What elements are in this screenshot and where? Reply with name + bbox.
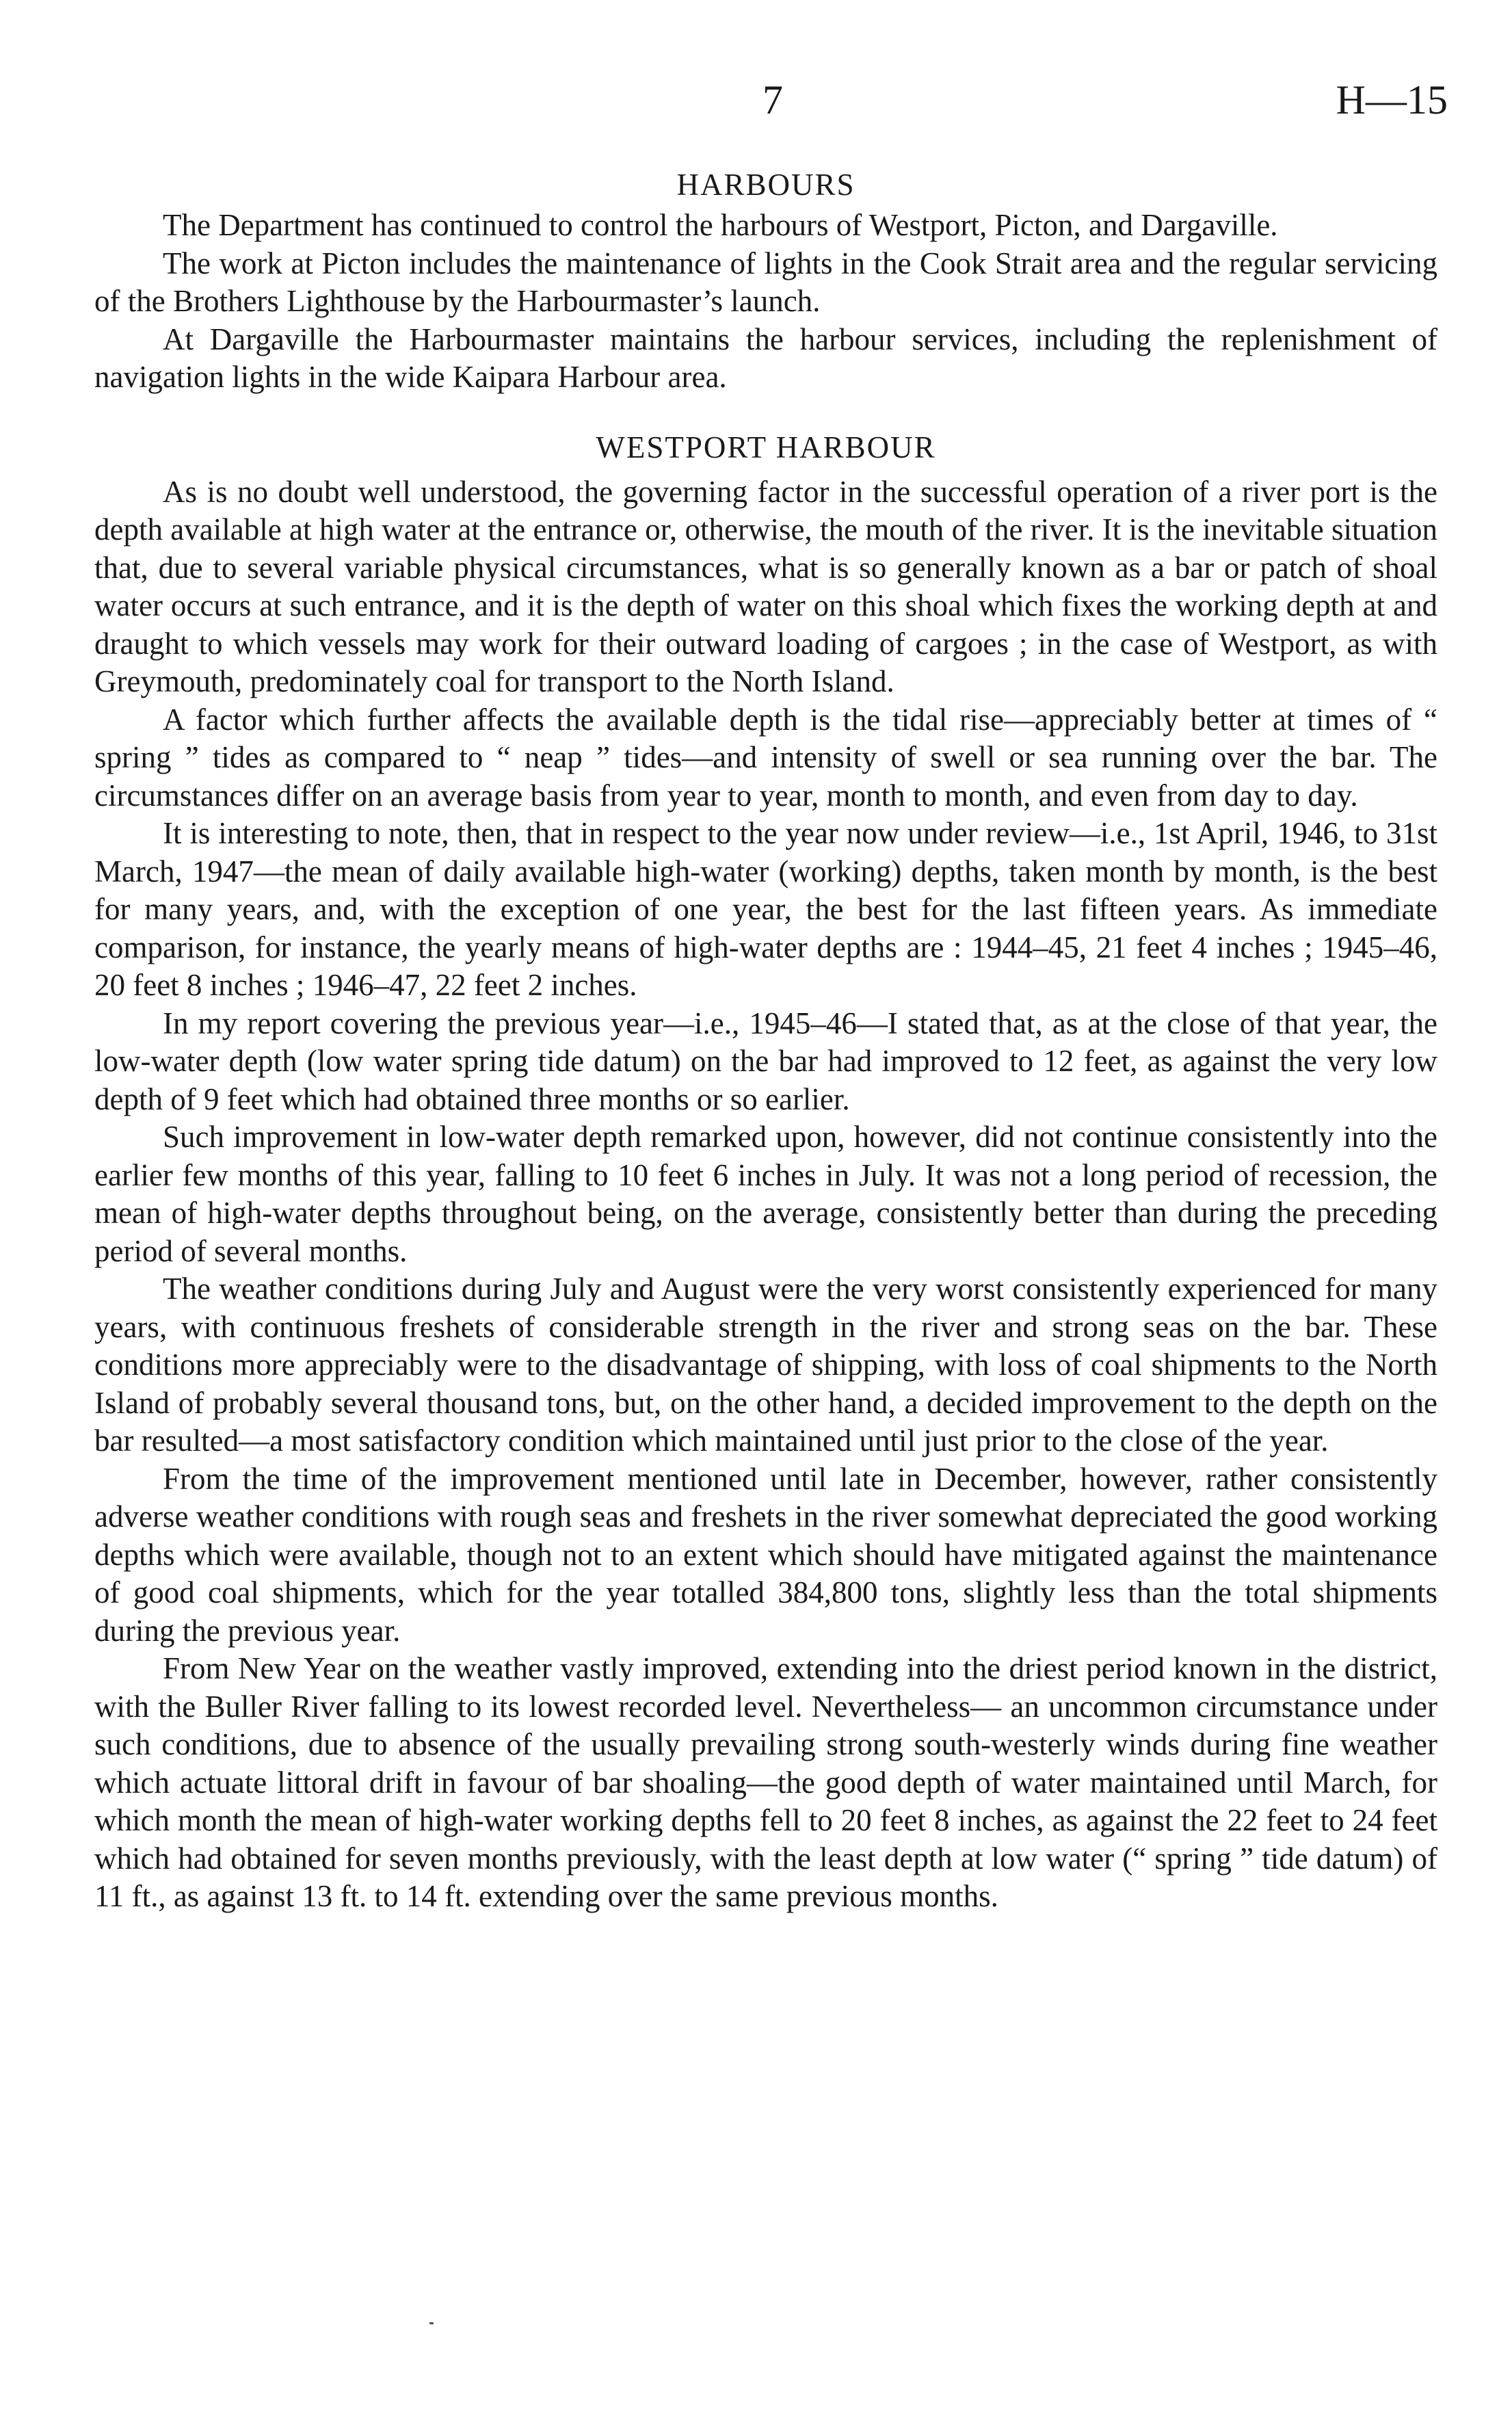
paragraph: At Dargaville the Harbourmaster maintains the harbour services, including the replenishment of navigation lights in the wide Kaipara Harbour area. [94,321,1437,394]
document-body [94,164,1437,1916]
section-title-westport-harbour: WESTPORT HARBOUR [596,430,936,464]
page-number: 7 [762,77,783,122]
document-reference: H—15 [1336,77,1448,122]
paragraph: From New Year on the weather vastly improved, extending into the driest period known in the district, with the Buller River falling to its lowest recorded level. Nevertheless— an uncommon circumstance under such conditions, due to absence of the usually prevailing strong south-westerly winds during fine weather which actuate littoral drift in favour of bar shoaling—the good depth of water maintained until March, for which month the mean of high-water working depths fell to 20 feet 8 inches, as against the 22 feet to 24 feet which had obtained for seven months previously, with the least depth at low water (“ spring ” tide datum) of 11 ft., as against 13 ft. to 14 ft. extending over the same previous months. [94,1651,1437,1913]
paragraph: From the time of the improvement mentioned until late in December, however, rather consistently adverse weather conditions with rough seas and freshets in the river somewhat depreciated the good working depths which were available, though not to an extent which should have mitigated against the maintenance of good coal shipments, which for the year totalled 384,800 tons, slightly less than the total shipments during the previous year. [94,1461,1437,1648]
paragraph: A factor which further affects the available depth is the tidal rise—appreciably better at times of “ spring ” tides as compared to “ neap ” tides—and intensity of swell or sea running over the bar. The circumstances differ on an average basis from year to year, month to month, and even from day to day. [94,702,1437,813]
paragraph: The weather conditions during July and August were the very worst consistently experienced for many years, with continuous freshets of considerable strength in the river and strong seas on the bar. These conditions more appreciably were to the disadvantage of shipping, with loss of coal shipments to the North Island of probably several thousand tons, but, on the other hand, a decided improvement to the depth on the bar resulted—a most satisfactory condition which maintained until just prior to the close of the year. [94,1272,1437,1458]
paragraph: The work at Picton includes the maintenance of lights in the Cook Strait area and the regular servicing of the Brothers Lighthouse by the Harbourmaster’s launch. [94,246,1437,318]
paragraph: Such improvement in low-water depth remarked upon, however, did not continue consistently into the earlier few months of this year, falling to 10 feet 6 inches in July. It was not a long period of recession, the mean of high-water depths throughout being, on the average, consistently better than during the preceding period of several months. [94,1120,1437,1268]
paragraph: It is interesting to note, then, that in respect to the year now under review—i.e., 1st April, 1946, to 31st March, 1947—the mean of daily available high-water (working) depths, taken month by month, is the best for many years, and, with the exception of one year, the best for the last fifteen years. As immediate comparison, for instance, the yearly means of high-water depths are : 1944–45, 21 feet 4 inches ; 1945–46, 20 feet 8 inches ; 1946–47, 22 feet 2 inches. [94,816,1437,1002]
paragraph: The Department has continued to control the harbours of Westport, Picton, and Dargaville. [163,208,1278,242]
page-header [0,73,1512,127]
paragraph: In my report covering the previous year—i.e., 1945–46—I stated that, as at the close of that year, the low-water depth (low water spring tide datum) on the bar had improved to 12 feet, as against the very low depth of 9 feet which had obtained three months or so earlier. [94,1006,1437,1116]
section-title-harbours: HARBOURS [676,168,856,202]
paragraph: As is no doubt well understood, the governing factor in the successful operation of a river port is the depth available at high water at the entrance or, otherwise, the mouth of the river. It is the inevitable situation that, due to several variable physical circumstances, what is so generally known as a bar or patch of shoal water occurs at such entrance, and it is the depth of water on this shoal which fixes the working depth at and draught to which vessels may work for their outward loading of cargoes ; in the case of Westport, as with Greymouth, predominately coal for transport to the North Island. [94,474,1437,698]
stray-mark [429,2322,434,2324]
